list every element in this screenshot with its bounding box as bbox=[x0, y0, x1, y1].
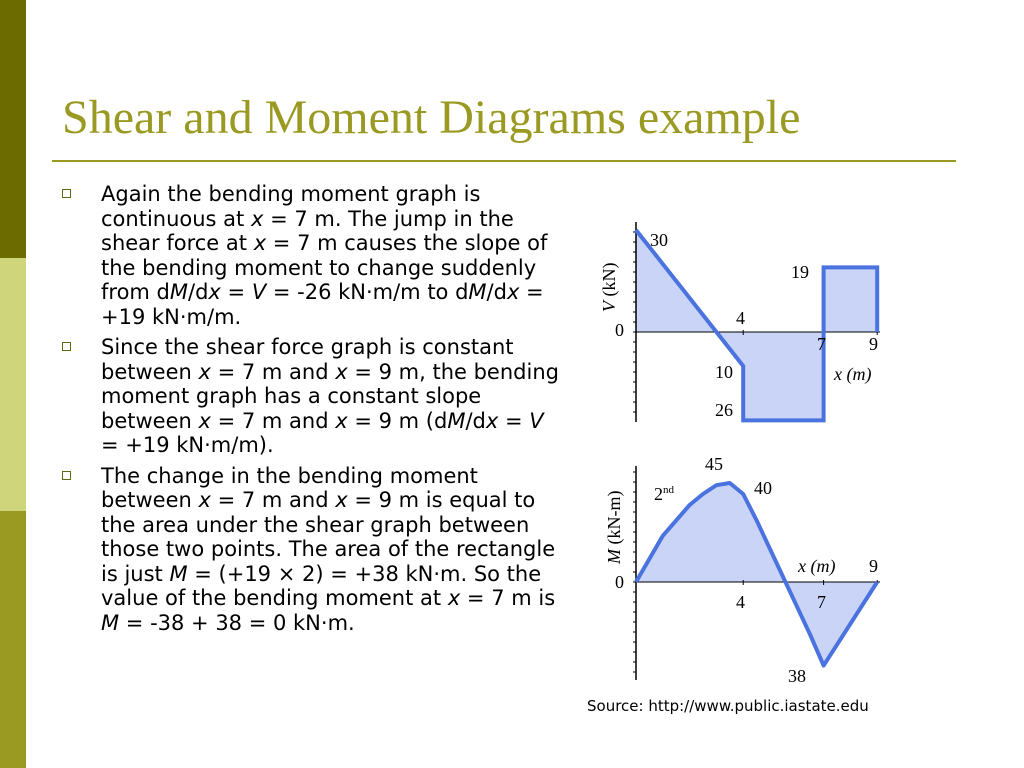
side-bar-bottom bbox=[0, 511, 26, 768]
shear-area bbox=[636, 230, 877, 420]
bullet-text: = +19 kN·m/m). bbox=[101, 433, 274, 457]
bullet-text: Since the shear force graph is constant between bbox=[101, 335, 514, 384]
moment-label-x9: 9 bbox=[869, 556, 878, 576]
moment-diagram bbox=[604, 454, 880, 686]
bullet-text: = bbox=[220, 280, 252, 304]
bullet-text: /d bbox=[486, 280, 507, 304]
shear-label-x9: 9 bbox=[869, 334, 878, 354]
bullet-text: Again the bending moment graph is continuous at bbox=[101, 182, 481, 231]
bullet-text: = 7 m is bbox=[460, 586, 556, 610]
bullet-item bbox=[62, 335, 562, 458]
bullet-square-icon bbox=[62, 189, 71, 198]
bullet-text: = -26 kN·m/m to d bbox=[266, 280, 469, 304]
bullet-list bbox=[62, 182, 562, 641]
diagrams bbox=[598, 210, 908, 690]
side-bar-top bbox=[0, 0, 26, 258]
math-variable: x bbox=[335, 359, 348, 384]
math-variable: x bbox=[198, 359, 211, 384]
shear-diagram bbox=[599, 222, 880, 422]
moment-label-second: 2nd bbox=[654, 484, 674, 504]
math-variable: M bbox=[447, 408, 466, 433]
moment-label-x4: 4 bbox=[736, 592, 745, 612]
moment-label-45: 45 bbox=[705, 454, 723, 474]
bullet-text: = 7 m and bbox=[210, 488, 336, 512]
bullet-text: = +19 kN·m/m. bbox=[101, 280, 544, 329]
bullet-text: = 7 m. The jump in the shear force at bbox=[101, 206, 514, 255]
math-variable: x bbox=[198, 408, 211, 433]
bullet-text: = 9 m is equal to the area under the shear graph between those two points. The area of the rectangle is just bbox=[101, 488, 556, 586]
shear-label-19: 19 bbox=[791, 262, 809, 282]
bullet-square-icon bbox=[62, 471, 71, 480]
moment-label-40: 40 bbox=[754, 478, 772, 498]
math-variable: x bbox=[208, 280, 221, 304]
bullet-text: = 7 m and bbox=[210, 359, 336, 384]
math-variable: V bbox=[529, 408, 544, 433]
bullet-text: = 7 m and bbox=[210, 408, 336, 433]
math-variable: x bbox=[335, 488, 348, 512]
bullet-text: /d bbox=[188, 280, 209, 304]
bullet-item bbox=[62, 182, 562, 329]
bullet-text: = 9 m (d bbox=[347, 408, 448, 433]
moment-label-zero: 0 bbox=[615, 572, 624, 592]
math-variable: x bbox=[198, 488, 211, 512]
source-caption: Source: http://www.public.iastate.edu bbox=[587, 697, 869, 715]
shear-x-label: x (m) bbox=[834, 364, 872, 384]
math-variable: x bbox=[506, 280, 520, 304]
math-variable: x bbox=[447, 586, 461, 610]
shear-label-x7: 7 bbox=[817, 334, 826, 354]
side-bar-middle bbox=[0, 258, 26, 511]
math-variable: V bbox=[251, 280, 267, 304]
bullet-text: = 9 m, the bending moment graph has a constant slope between bbox=[101, 359, 559, 433]
math-variable: x bbox=[250, 206, 264, 231]
math-variable: M bbox=[101, 610, 120, 635]
shear-label-30: 30 bbox=[650, 230, 668, 250]
math-variable: M bbox=[169, 280, 189, 304]
bullet-text: = (+19 × 2) = +38 kN·m. So the value of the bending moment at bbox=[101, 561, 542, 610]
math-variable: M bbox=[468, 280, 487, 304]
shear-label-x4: 4 bbox=[736, 308, 745, 328]
moment-label-38: 38 bbox=[788, 666, 806, 686]
bullet-item bbox=[62, 464, 562, 636]
shear-label-26: 26 bbox=[715, 400, 733, 420]
bullet-text: = bbox=[498, 408, 530, 433]
shear-label-zero: 0 bbox=[615, 320, 624, 340]
math-variable: x bbox=[335, 408, 348, 433]
bullet-square-icon bbox=[62, 342, 71, 351]
moment-label-x7: 7 bbox=[817, 592, 826, 612]
title-divider bbox=[52, 160, 956, 162]
bullet-text: = 7 m causes the slope of the bending moment to change suddenly from d bbox=[101, 231, 548, 304]
slide-title: Shear and Moment Diagrams example bbox=[62, 91, 801, 144]
moment-x-label: x (m) bbox=[798, 556, 836, 576]
moment-y-label: M (kN-m) bbox=[604, 490, 624, 564]
bullet-text: = -38 + 38 = 0 kN·m. bbox=[119, 610, 355, 635]
math-variable: M bbox=[169, 561, 188, 586]
shear-label-10: 10 bbox=[715, 362, 733, 382]
shear-y-label: V (kN) bbox=[599, 262, 619, 312]
math-variable: x bbox=[253, 231, 267, 255]
bullet-text: The change in the bending moment between bbox=[101, 463, 478, 512]
math-variable: x bbox=[485, 408, 499, 433]
bullet-text: /d bbox=[465, 408, 486, 433]
